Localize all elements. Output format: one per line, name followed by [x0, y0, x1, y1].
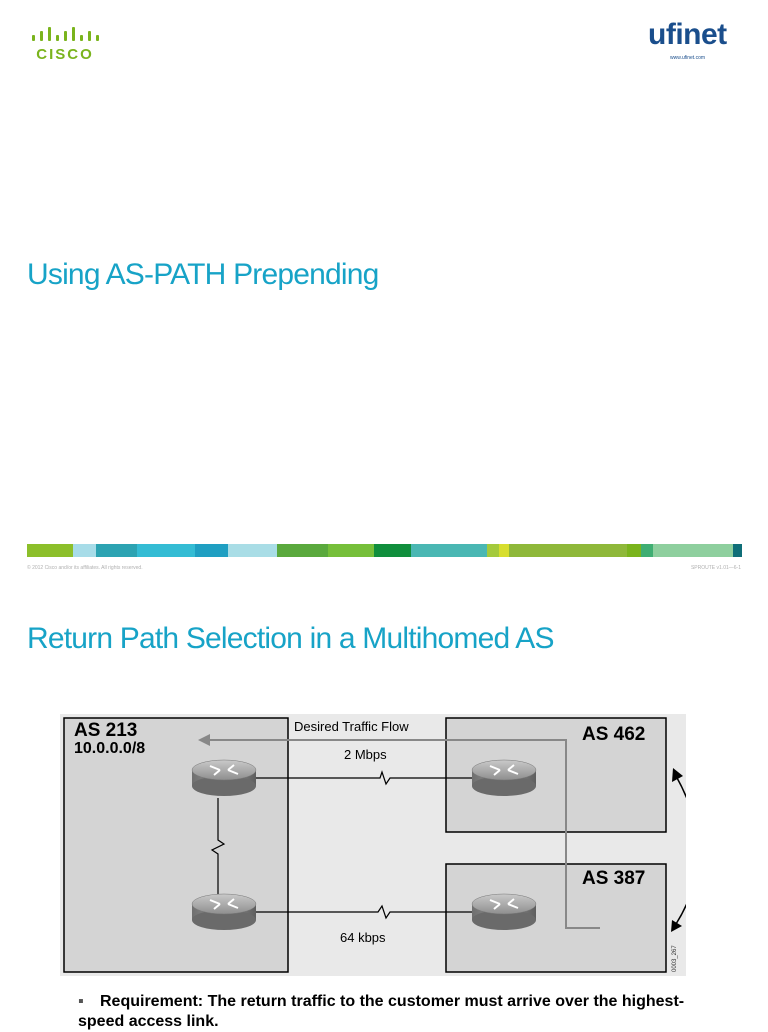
stripe-segment: [487, 544, 499, 557]
stripe-segment: [411, 544, 487, 557]
stripe-segment: [277, 544, 328, 557]
router-icon: [192, 760, 256, 796]
stripe-segment: [509, 544, 628, 557]
stripe-segment: [73, 544, 96, 557]
stripe-segment: [96, 544, 137, 557]
cisco-logo: [30, 26, 100, 66]
as-462-label: AS 462: [582, 724, 646, 745]
router-icon: [472, 760, 536, 796]
stripe-segment: [499, 544, 509, 557]
router-icon: [192, 894, 256, 930]
stripe-segment: [627, 544, 641, 557]
stripe-segment: [27, 544, 73, 557]
stripe-segment: [641, 544, 653, 557]
cisco-logo-text: CISCO: [36, 46, 94, 63]
as-213-label: AS 213: [74, 720, 138, 741]
figure-id: 0003_267: [672, 945, 678, 972]
link-speed-top: 2 Mbps: [344, 747, 387, 762]
as-387-label: AS 387: [582, 868, 646, 889]
slide-title: Using AS-PATH Prepending: [27, 258, 379, 291]
bullet-icon: ▪: [78, 993, 84, 1010]
copyright-footer: © 2012 Cisco and/or its affiliates. All rights reserved.: [27, 565, 143, 571]
stripe-segment: [733, 544, 742, 557]
link-speed-bottom: 64 kbps: [340, 930, 386, 945]
ufinet-logo: [640, 18, 750, 68]
stripe-segment: [137, 544, 195, 557]
ufinet-logo-text: ufinet: [648, 18, 727, 51]
network-diagram: [60, 714, 686, 976]
course-footer: SPROUTE v1.01—6-1: [690, 565, 741, 571]
stripe-segment: [328, 544, 375, 557]
requirement-bullet: [78, 992, 718, 1032]
stripe-segment: [228, 544, 277, 557]
content-slide: [0, 580, 768, 1030]
stripe-segment: [195, 544, 228, 557]
traffic-flow-label: Desired Traffic Flow: [294, 719, 409, 734]
stripe-segment: [374, 544, 411, 557]
router-icon: [472, 894, 536, 930]
stripe-segment: [653, 544, 734, 557]
slide-title: Return Path Selection in a Multihomed AS: [27, 622, 554, 655]
requirement-text: Requirement: The return traffic to the customer must arrive over the highest-speed access link.: [78, 993, 685, 1030]
ufinet-url: www.ufinet.com: [670, 55, 706, 61]
as-213-prefix: 10.0.0.0/8: [74, 740, 146, 757]
color-stripe: [27, 544, 742, 557]
